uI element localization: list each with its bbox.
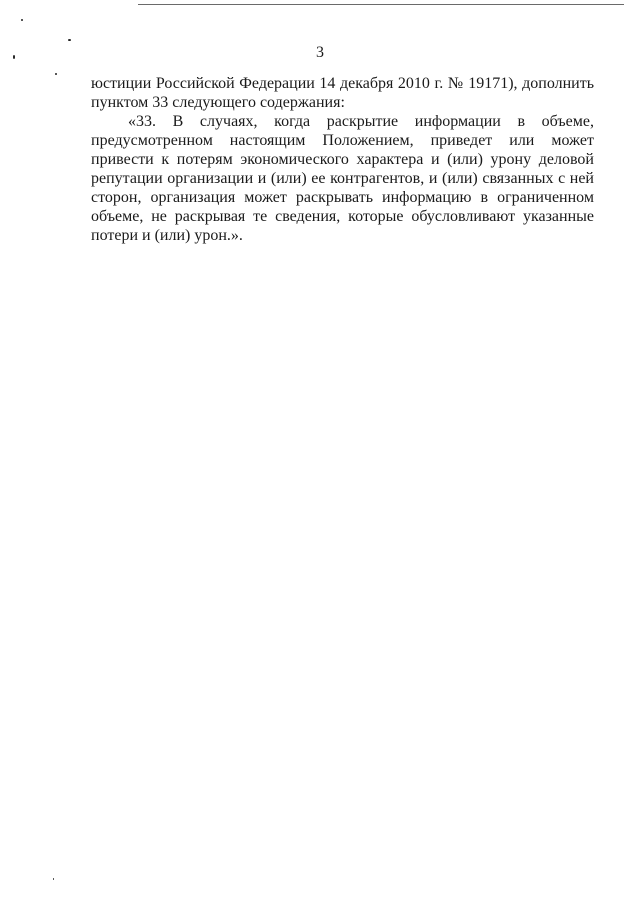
paragraph-continuation: юстиции Российской Федерации 14 декабря 2010 г. № 19171), дополнить пунктом 33 следующего содержания: <box>91 75 594 111</box>
scan-speck <box>53 878 54 880</box>
scan-speck <box>68 39 71 41</box>
page-number: 3 <box>316 44 324 61</box>
top-border-line <box>138 4 624 5</box>
scan-speck <box>55 73 57 75</box>
paragraph-item-33: «33. В случаях, когда раскрытие информации в объеме, предусмотренном настоящим Положением, приведет или может привести к потерям экономического характера и (или) урону деловой репутации организации и (или) ее контрагентов, и (или) связанных с ней сторон, организация может раскрывать информацию в ограниченном объеме, не раскрывая те сведения, которые обусловливают указанные потери и (или) урон.». <box>91 113 594 244</box>
body-text <box>91 74 594 245</box>
scan-speck <box>21 19 23 21</box>
